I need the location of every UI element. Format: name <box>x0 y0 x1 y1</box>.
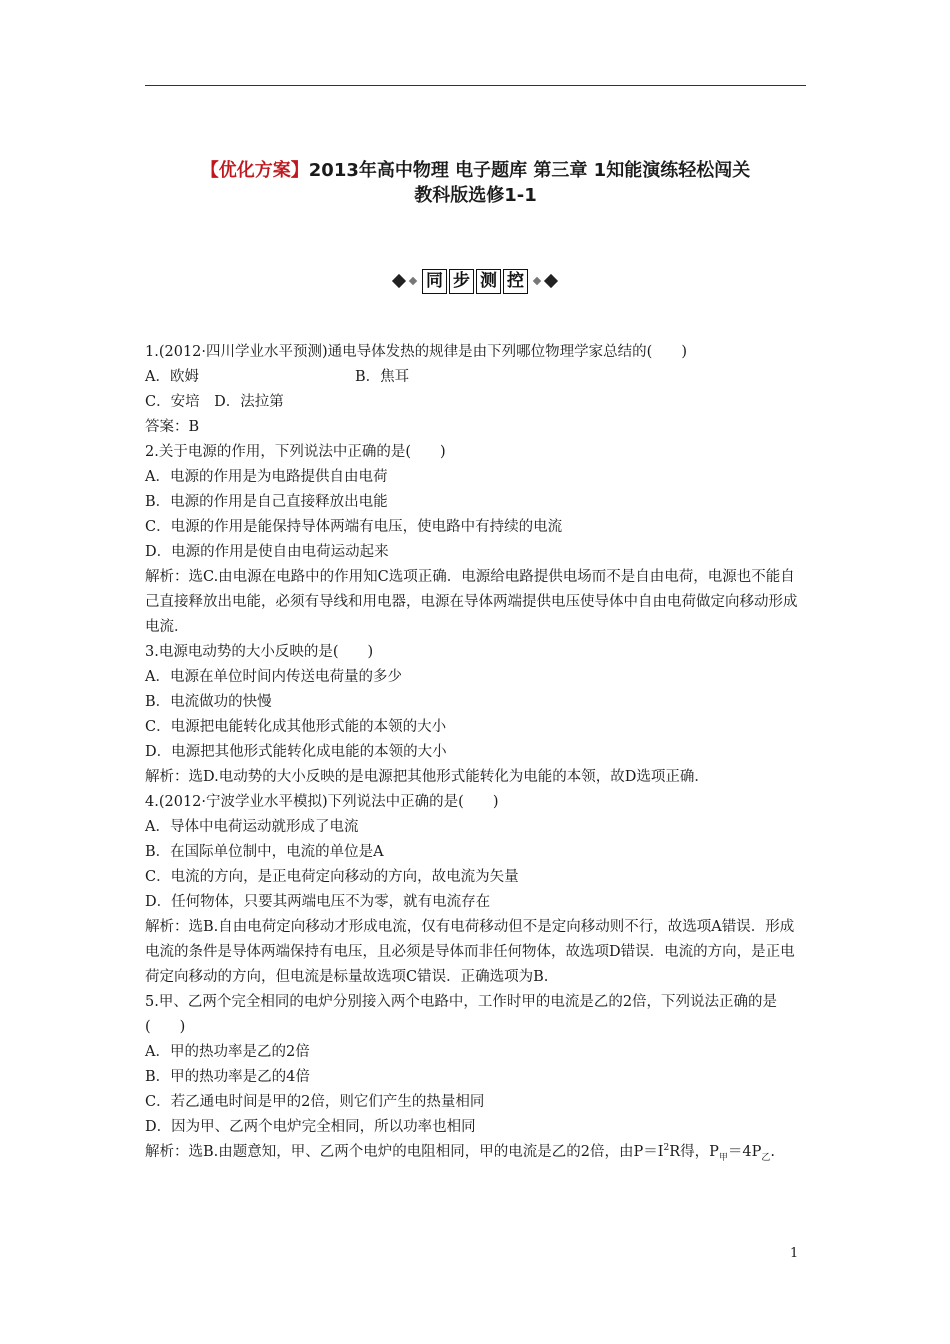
q3-option-a: A．电源在单位时间内传送电荷量的多少 <box>145 669 402 685</box>
q3-stem: 3.电源电动势的大小反映的是( ) <box>145 644 374 660</box>
banner-char: 同 <box>422 269 447 294</box>
banner-char: 步 <box>449 269 474 294</box>
title-line-1-text: 2013年高中物理 电子题库 第三章 1知能演练轻松闯关 <box>308 160 751 181</box>
q5-option-a: A．甲的热功率是乙的2倍 <box>145 1044 310 1060</box>
small-diamond-icon <box>533 277 541 285</box>
q5-analysis-mid: R得，P <box>669 1144 719 1160</box>
q2-analysis: 解析：选C.由电源在电路中的作用知C选项正确．电源给电路提供电场而不是自由电荷，电源也不能自己直接释放出电能，必须有导线和用电器，电源在导体两端提供电压使导体中自由电荷做定向移动形成电流． <box>145 569 798 635</box>
banner-char: 测 <box>476 269 501 294</box>
q2-option-a: A．电源的作用是为电路提供自由电荷 <box>145 469 388 485</box>
q5-analysis-end: . <box>770 1144 776 1160</box>
title-bracket-label: 【优化方案】 <box>200 160 309 181</box>
title-line-1 <box>145 158 806 183</box>
q2-option-d: D．电源的作用是使自由电荷运动起来 <box>145 544 389 560</box>
q4-analysis: 解析：选B.自由电荷定向移动才形成电流，仅有电荷移动但不是定向移动则不行，故选项A错误．形成电流的条件是导体两端保持有电压，且必须是导体而非任何物体，故选项D错误．电流的方向，是正电荷定向移动的方向，但电流是标量故选项C错误．正确选项为B. <box>145 919 795 985</box>
q5-analysis-sub-yi: 乙 <box>761 1152 771 1163</box>
title-line-2: 教科版选修1-1 <box>414 185 537 206</box>
banner-label <box>422 269 528 294</box>
page-number: 1 <box>790 1246 799 1261</box>
banner-char: 控 <box>503 269 528 294</box>
q1-options-ab <box>145 365 806 390</box>
question-content <box>145 340 806 1165</box>
header-rule <box>145 85 806 86</box>
q4-option-b: B．在国际单位制中，电流的单位是A <box>145 844 384 860</box>
q1-stem: 1.(2012·四川学业水平预测)通电导体发热的规律是由下列哪位物理学家总结的( ) <box>145 344 687 360</box>
q5-option-d: D．因为甲、乙两个电炉完全相同，所以功率也相同 <box>145 1119 476 1135</box>
q4-stem: 4.(2012·宁波学业水平模拟)下列说法中正确的是( ) <box>145 794 499 810</box>
q5-analysis-sub-jia: 甲 <box>718 1152 728 1163</box>
q1-option-b: B．焦耳 <box>355 369 410 385</box>
q2-option-c: C．电源的作用是能保持导体两端有电压，使电路中有持续的电流 <box>145 519 563 535</box>
q1-option-a: A．欧姆 <box>145 369 199 385</box>
q5-option-c: C．若乙通电时间是甲的2倍，则它们产生的热量相同 <box>145 1094 485 1110</box>
q4-option-d: D．任何物体，只要其两端电压不为零，就有电流存在 <box>145 894 491 910</box>
q5-analysis-sup: 2 <box>663 1143 670 1154</box>
q3-option-c: C．电源把电能转化成其他形式能的本领的大小 <box>145 719 447 735</box>
q3-option-b: B．电流做功的快慢 <box>145 694 272 710</box>
q1-options-cd: C．安培 D．法拉第 <box>145 394 284 410</box>
q4-option-c: C．电流的方向，是正电荷定向移动的方向，故电流为矢量 <box>145 869 519 885</box>
q2-stem: 2.关于电源的作用，下列说法中正确的是( ) <box>145 444 446 460</box>
document-title <box>145 158 806 208</box>
q5-option-b: B．甲的热功率是乙的4倍 <box>145 1069 310 1085</box>
q4-option-a: A．导体中电荷运动就形成了电流 <box>145 819 359 835</box>
diamond-icon <box>544 274 558 288</box>
q3-option-d: D．电源把其他形式能转化成电能的本领的大小 <box>145 744 447 760</box>
small-diamond-icon <box>409 277 417 285</box>
q3-analysis: 解析：选D.电动势的大小反映的是电源把其他形式能转化为电能的本领，故D选项正确． <box>145 769 709 785</box>
section-banner <box>372 266 578 296</box>
q5-stem: 5.甲、乙两个完全相同的电炉分别接入两个电路中，工作时甲的电流是乙的2倍，下列说法正确的是( ) <box>145 994 778 1035</box>
q2-option-b: B．电源的作用是自己直接释放出电能 <box>145 494 388 510</box>
q5-analysis-eq: ＝4P <box>727 1144 762 1160</box>
q5-analysis-pre: 解析：选B.由题意知，甲、乙两个电炉的电阻相同，甲的电流是乙的2倍，由P＝I <box>145 1144 664 1160</box>
q5-analysis <box>145 1140 806 1165</box>
q1-answer: 答案：B <box>145 419 200 435</box>
diamond-icon <box>392 274 406 288</box>
